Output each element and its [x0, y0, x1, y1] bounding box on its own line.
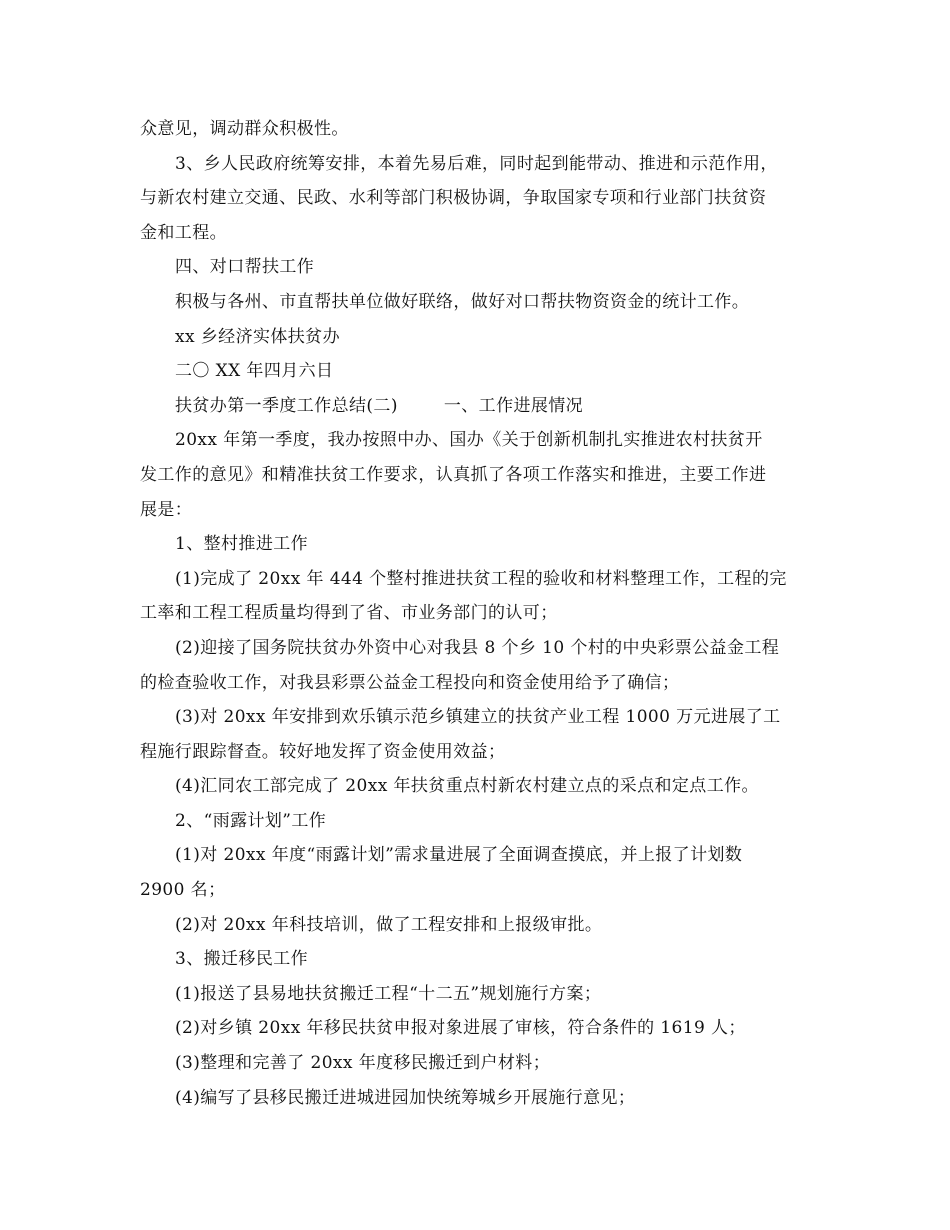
text-line: 3、乡人民政府统筹安排，本着先易后难，同时起到能带动、推进和示范作用， — [175, 153, 778, 174]
document-body — [140, 112, 820, 1115]
text-line: 与新农村建立交通、民政、水利等部门积极协调，争取国家专项和行业部门扶贫资 — [140, 188, 767, 209]
section-subtitle: 一、工作进展情况 — [443, 395, 584, 416]
text-line: 1、整村推进工作 — [175, 534, 309, 555]
text-line: (2)对乡镇 20xx 年移民扶贫申报对象进展了审核，符合条件的 1619 人； — [175, 1018, 746, 1039]
text-line: 3、搬迁移民工作 — [175, 949, 309, 970]
section-title: 扶贫办第一季度工作总结(二) — [175, 395, 398, 416]
text-line: 积极与各州、市直帮扶单位做好联络，做好对口帮扶物资资金的统计工作。 — [175, 291, 750, 312]
text-line: xx 乡经济实体扶贫办 — [175, 326, 340, 347]
text-line: (3)对 20xx 年安排到欢乐镇示范乡镇建立的扶贫产业工程 1000 万元进展了工 — [175, 707, 781, 728]
text-line: (4)编写了县移民搬迁进城进园加快统筹城乡开展施行意见； — [175, 1087, 636, 1108]
text-line: (2)迎接了国务院扶贫办外资中心对我县 8 个乡 10 个村的中央彩票公益金工程 — [175, 637, 780, 658]
text-line: 众意见，调动群众积极性。 — [140, 119, 349, 139]
text-line: (2)对 20xx 年科技培训，做了工程安排和上报级审批。 — [175, 914, 603, 935]
text-line: 二〇 XX 年四月六日 — [175, 361, 334, 382]
text-line: 金和工程。 — [140, 222, 227, 243]
text-line: 工率和工程工程质量均得到了省、市业务部门的认可； — [140, 603, 558, 624]
text-line: (1)报送了县易地扶贫搬迁工程“十二五”规划施行方案； — [175, 983, 602, 1004]
text-line — [140, 389, 820, 424]
text-line: 20xx 年第一季度，我办按照中办、国办《关于创新机制扎实推进农村扶贫开 — [175, 430, 763, 451]
text-line: 展是： — [140, 499, 193, 520]
text-line: (1)对 20xx 年度“雨露计划”需求量进展了全面调查摸底，并上报了计划数 — [175, 845, 743, 866]
text-line: 2、“雨露计划”工作 — [175, 810, 327, 831]
text-line: 发工作的意见》和精准扶贫工作要求，认真抓了各项工作落实和推进，主要工作进 — [140, 464, 767, 485]
text-line: 2900 名； — [140, 880, 226, 901]
text-line: (3)整理和完善了 20xx 年度移民搬迁到户材料； — [175, 1053, 551, 1074]
text-line: (1)完成了 20xx 年 444 个整村推进扶贫工程的验收和材料整理工作，工程的完 — [175, 568, 787, 589]
text-line: (4)汇同农工部完成了 20xx 年扶贫重点村新农村建立点的采点和定点工作。 — [175, 776, 759, 797]
text-line: 程施行跟踪督查。较好地发挥了资金使用效益； — [140, 741, 506, 762]
text-line: 的检查验收工作，对我县彩票公益金工程投向和资金使用给予了确信； — [140, 672, 680, 693]
text-line: 四、对口帮扶工作 — [175, 257, 315, 278]
